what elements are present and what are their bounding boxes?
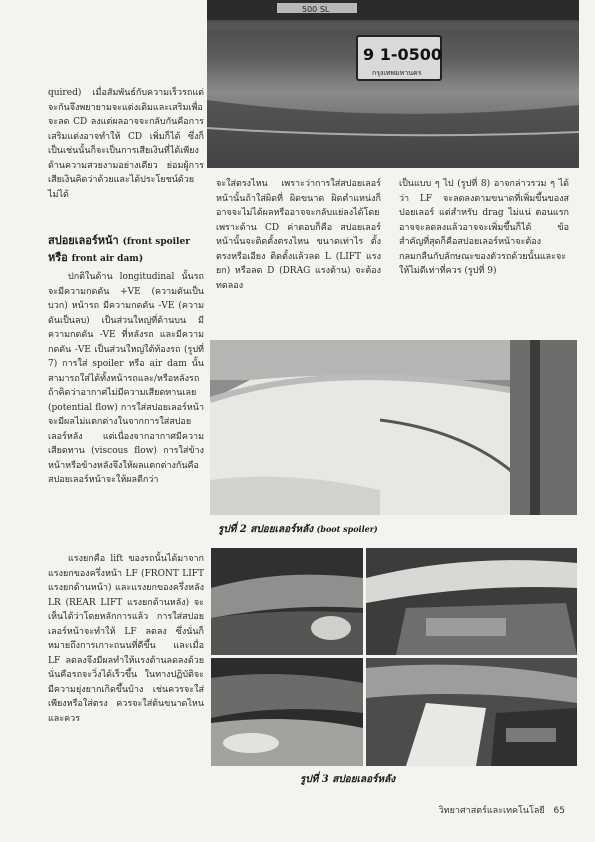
figure-2-caption [218,522,378,537]
model-badge: 500 SL [302,5,330,14]
left-column-para2 [48,270,204,488]
figure-3-photo-bottom-left [211,658,363,766]
car-rear-plate-image [207,0,579,168]
heading-th-2: หรือ [48,251,68,264]
page-footer [439,803,565,817]
body-paragraph: เป็นแบบ ๆ ไป (รูปที่ 8) อาจกล่าวรวม ๆ ได้ว่า LF จะลดลงตามขนาดที่เพิ่มขึ้นของสปอยเลอร์ แต่สำหรับ drag ไม่แน่ ตอนแรกอาจจะลดลงแล้วอาจจะเพิ่มขึ้นก็ได้ ข้อสำคัญที่สุดก็คือสปอยเลอร์หน้าจะต้องกลมกลืนกับลักษณะของตัวรถด้วยนั้นและจะให้ไม่ดีเท่าที่ควร (รูปที่ 9) [399,179,569,276]
figure-3-photo-top-right [366,548,577,655]
figure-2-caption-th: รูปที่ 2 สปอยเลอร์หลัง [218,524,314,535]
body-paragraph: ปกติในด้าน longitudinal นั้นรถจะมีความกดดัน +VE (ความดันเป็นบวก) หน้ารถ มีความกดดัน -VE (ความดันเป็นลบ) เป็นส่วนใหญ่ที่ด้านบน มีความกดดัน -VE ที่หลังรถ และมีความกดดัน -VE เป็นส่วนใหญ่ใต้ท้องรถ (รูปที่ 7) การใส่ spoiler หรือ air dam นั้นสามารถใส่ได้ทั้งหน้ารถและ/หรือหลังรถ ถ้าคิดว่าอากาศไม่มีความเสียดทานเลย (potential flow) การใส่สปอยเลอร์หน้าจะมีผลไม่แตกต่างในจากการใส่สปอยเลอร์หลัง แต่เนื่องจากอากาศมีความเสียดทาน (viscous flow) การใส่ข้างหน้าหรือข้างหลังจึงให้ผลแตกต่างกันคือ สปอยเลอร์หน้าจะให้ผลดีกว่า [48,272,204,485]
heading-th: สปอยเลอร์หน้า [48,234,119,247]
figure-3-caption [300,772,395,787]
left-column-para3 [48,552,204,726]
license-plate-province: กรุงเทพมหานคร [372,69,422,77]
body-paragraph: แรงยกคือ lift ของรถนั้นได้มาจากแรงยกของครึ่งหน้า LF (FRONT LIFT แรงยกด้านหน้า) และแรงยกของครึ่งหลัง LR (REAR LIFT แรงยกด้านหลัง) จะเห็นได้ว่าโดยหลักการแล้ว การใส่สปอยเลอร์หน้าจะทำให้ LF ลดลง ซึ่งนั่นก็หมายถึงการเกาะถนนที่ดีขึ้น และเมื่อ LF ลดลงจึงมีผลทำให้แรงต้านลดลงด้วย นั่นคือรถจะวิ่งได้เร็วขึ้น ในทางปฏิบัติจะมีความยุ่งยากเกิดขึ้นบ้าง เช่นควรจะใส่เพียงหรือใส่ตรง ควรจะใส่ต้นขนาดไหน และควร [48,554,204,724]
journal-name: วิทยาศาสตร์และเทคโนโลยี [438,806,545,816]
left-column-para1 [48,86,204,202]
spoiler-closeup-image [211,548,363,655]
license-plate-number: 9 1-0500 [363,45,443,64]
body-paragraph: quired) เมื่อสัมพันธ์กับความเร็วรถแต่จะกันจึงพยายามจะแต่งเติมและเสริมเพื่อจะลด CD ลงแต่ผลอาจจะกลับกันคือการเสริมแต่งอาจทำให้ CD เพิ่มก็ได้ ซึ่งก็เป็นเช่นนั้นก็จะเป็นการเสียเงินที่ได้เพียงด้านความสวยงามอย่างเดียว ย่อมผู้การเสียเงินคิดว่าด้วยและได้ประโยชน์ด้วยไม่ได้ [48,88,204,200]
figure-3-caption-th: รูปที่ 3 สปอยเลอร์หลัง [300,774,396,785]
heading-en-1: (front spoiler [122,237,190,247]
body-paragraph: จะใส่ตรงไหน เพราะว่าการใส่สปอยเลอร์หน้านั้นถ้าใส่ผิดที่ ผิดขนาด ผิดตำแหน่งก็อาจจะไม่ได้ผลหรืออาจจะกลับแย่ลงได้โดยเพราะด้าน CD ค่าตอบก็คือ สปอยเลอร์หน้านั้นจะติดตั้งตรงไหน ขนาดเท่าไร ตั้งตรงหรือเอียง ติดตั้งแล้วลด L (LIFT แรงยก) หรือลด D (DRAG แรงต้าน) จะต้องทดลอง [216,179,381,291]
boot-spoiler-image [210,340,577,515]
rear-deck-image [211,658,363,766]
figure-3-photo-bottom-right [366,658,577,766]
right-column [399,177,569,279]
top-car-photo [207,0,579,168]
figure-3-photo-top-left [211,548,363,655]
middle-column [216,177,381,293]
heading-en-2: front air dam) [71,254,144,264]
figure-2-caption-en: (boot spoiler) [316,524,378,534]
rear-lamp-spoiler-image [366,658,577,766]
section-heading [48,233,208,267]
figure-2-photo [210,340,577,515]
spoiler-wing-image [366,548,577,655]
page-number: 65 [553,806,565,816]
